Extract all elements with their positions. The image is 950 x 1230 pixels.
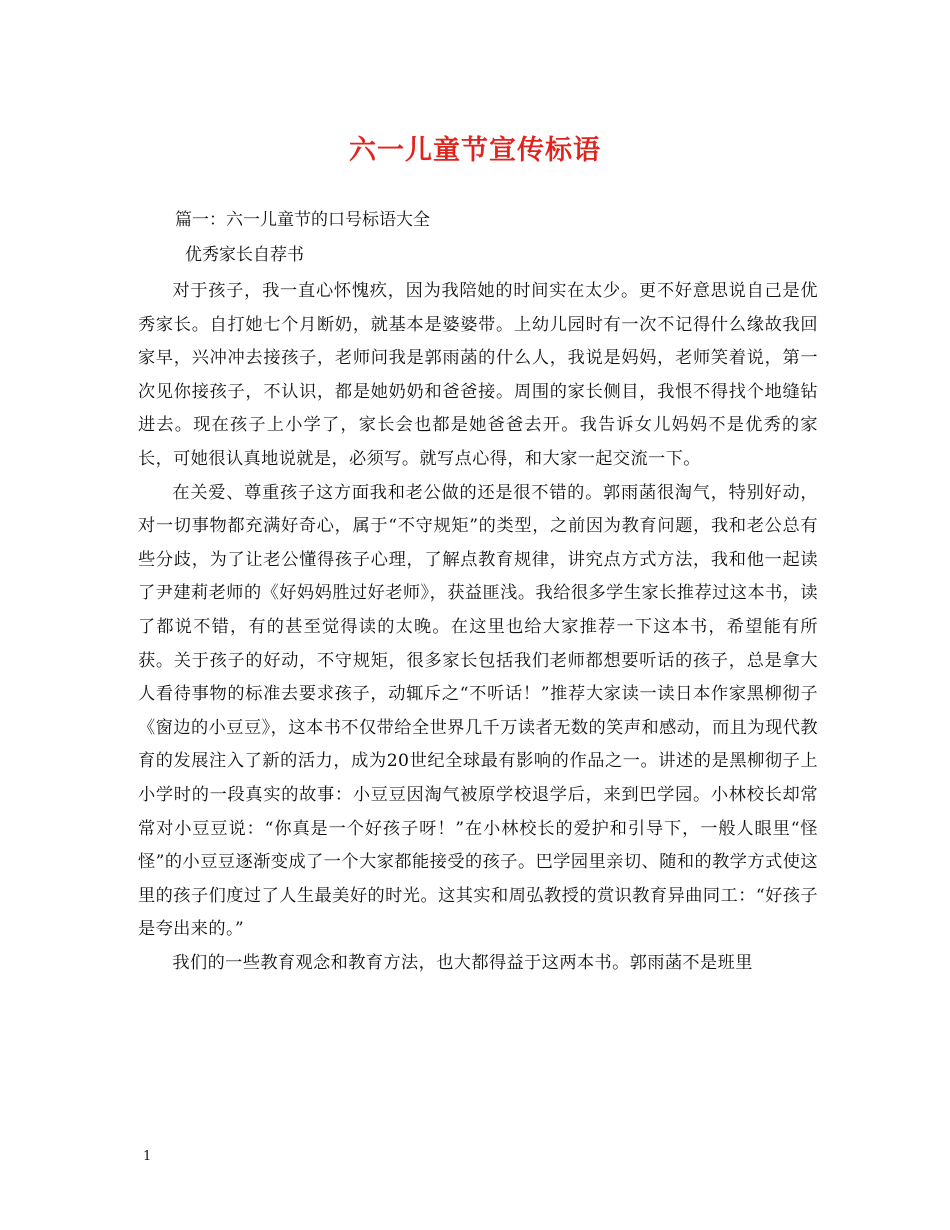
section-heading: 优秀家长自荐书 [185, 245, 304, 265]
paragraph-3: 我们的一些教育观念和教育方法，也大都得益于这两本书。郭雨菡不是班里 [172, 952, 753, 973]
page-number: 1 [143, 1149, 152, 1164]
document-subheading: 篇一：六一儿童节的口号标语大全 [175, 210, 430, 230]
document-title: 六一儿童节宣传标语 [349, 135, 601, 166]
paragraph-1: 对于孩子，我一直心怀愧疚，因为我陪她的时间实在太少。更不好意思说自己是优秀家长。自打她七个月断奶，就基本是婆婆带。上幼儿园时有一次不记得什么缘故我回家早，兴冲冲去接孩子，老师问我是郭雨菡的什么人，我说是妈妈，老师笑着说，第一次见你接孩子，不认识，都是她奶奶和爸爸接。周围的家长侧目，我恨不得找个地缝钻进去。现在孩子上小学了，家长会也都是她爸爸去开。我告诉女儿妈妈不是优秀的家长，可她很认真地说就是，必须写。就写点心得，和大家一起交流一下。 [138, 281, 818, 469]
body-text [138, 275, 818, 980]
paragraph-2: 在关爱、尊重孩子这方面我和老公做的还是很不错的。郭雨菡很淘气，特别好动，对一切事物都充满好奇心，属于“不守规矩”的类型，之前因为教育问题，我和老公总有些分歧，为了让老公懂得孩子心理，了解点教育规律，讲究点方式方法，我和他一起读了尹建莉老师的《好妈妈胜过好老师》，获益匪浅。我给很多学生家长推荐过这本书，读了都说不错，有的甚至觉得读的太晚。在这里也给大家推荐一下这本书，希望能有所获。关于孩子的好动，不守规矩，很多家长包括我们老师都想要听话的孩子，总是拿大人看待事物的标准去要求孩子，动辄斥之“不听话！”推荐大家读一读日本作家黑柳彻子《窗边的小豆豆》，这本书不仅带给全世界几千万读者无数的笑声和感动，而且为现代教育的发展注入了新的活力，成为20世纪全球最有影响的作品之一。讲述的是黑柳彻子上小学时的一段真实的故事：小豆豆因淘气被原学校退学后，来到巴学园。小林校长却常常对小豆豆说：“你真是一个好孩子呀！”在小林校长的爱护和引导下，一般人眼里“怪怪”的小豆豆逐渐变成了一个大家都能接受的孩子。巴学园里亲切、随和的教学方式使这里的孩子们度过了人生最美好的时光。这其实和周弘教授的赏识教育异曲同工：“好孩子是夸出来的。” [138, 482, 818, 940]
